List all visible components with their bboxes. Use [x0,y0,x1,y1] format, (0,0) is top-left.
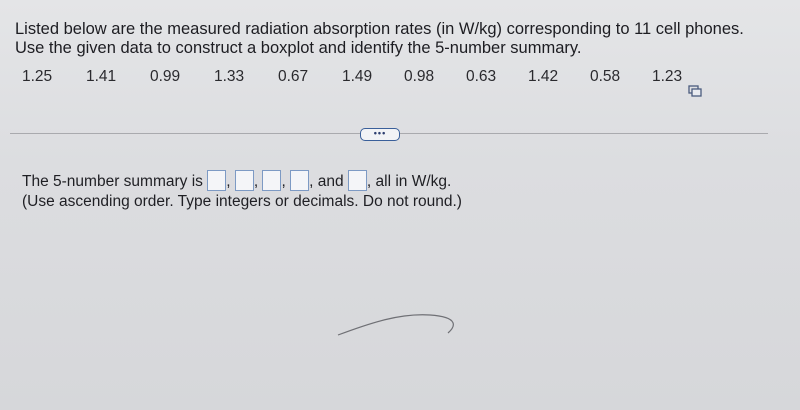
separator: , [366,173,372,190]
expand-more-button[interactable]: ••• [360,128,400,141]
answer-line [22,170,722,192]
separator: , [281,173,286,190]
data-value: 0.67 [278,68,309,85]
separator: , [253,173,259,190]
separator: , [309,173,314,190]
data-value: 0.98 [404,68,435,85]
mouse-cursor-trail [330,305,470,345]
data-value: 0.58 [590,68,621,85]
question-text: Listed below are the measured radiation absorption rates (in W/kg) corresponding to 11 cell phones. Use the given data to construct a boxplot and identify the 5-number summary. [15,20,744,57]
answer-input-q1[interactable] [235,170,254,191]
and-word: and [317,173,344,190]
data-value: 1.41 [86,68,117,85]
data-value: 1.23 [652,68,683,85]
data-value: 0.99 [150,68,181,85]
answer-input-median[interactable] [262,170,281,191]
answer-prefix: The 5-number summary is [22,173,203,190]
data-value: 1.33 [214,68,245,85]
answer-input-maximum[interactable] [348,170,367,191]
copy-icon[interactable] [688,85,702,97]
answer-hint: (Use ascending order. Type integers or decimals. Do not round.) [22,193,462,210]
data-value: 0.63 [466,68,497,85]
data-value: 1.25 [22,68,53,85]
answer-suffix: all in W/kg. [375,173,452,190]
data-value: 1.49 [342,68,373,85]
answer-input-q3[interactable] [290,170,309,191]
answer-input-minimum[interactable] [207,170,226,191]
separator: , [226,173,231,190]
data-value: 1.42 [528,68,559,85]
data-values-row [0,68,800,94]
